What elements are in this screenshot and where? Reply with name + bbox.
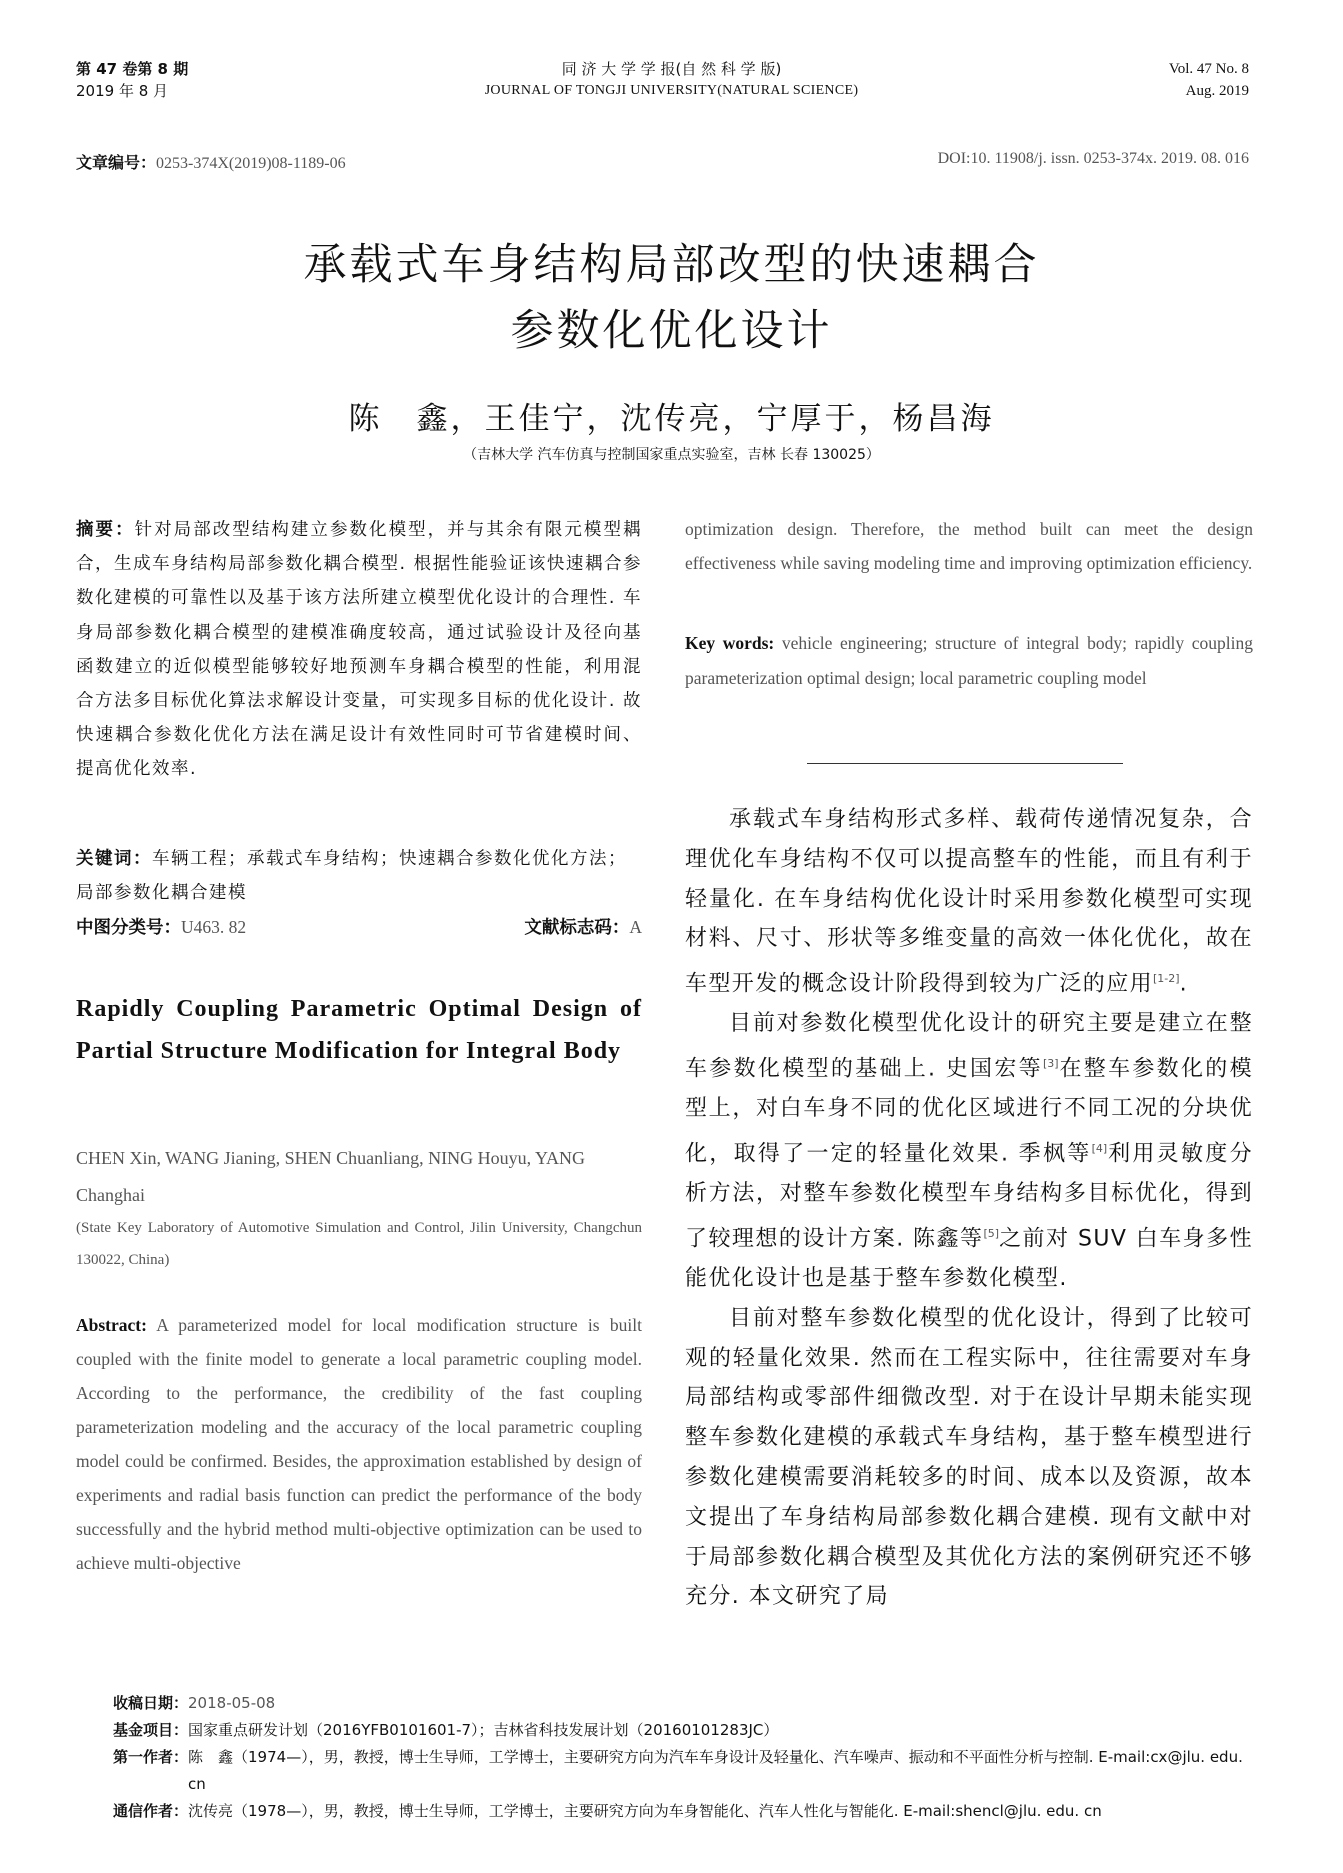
authors-en: CHEN Xin, WANG Jianing, SHEN Chuanliang, NING Houyu, YANG Changhai (76, 1148, 585, 1205)
body-text (685, 800, 1253, 1617)
abstract-en-continued: optimization design. Therefore, the method built can meet the design effectiveness while saving modeling time and improving optimization efficiency. (685, 519, 1253, 573)
running-header-center (340, 58, 1003, 102)
keywords-en (685, 626, 1253, 696)
document-code-label: 文献标志码： (524, 918, 630, 938)
received-date: 2018-05-08 (188, 1694, 276, 1712)
fund-text: 国家重点研发计划（2016YFB0101601-7）；吉林省科技发展计划（20160101283JC） (188, 1721, 779, 1739)
body-p2-text-b: 在整车参数化的模型上，对白车身不同的优化区域进行不同工况的分块优化，取得了一定的轻量化效果. 季枫等 (685, 1056, 1254, 1167)
body-paragraph-3: 目前对整车参数化模型的优化设计，得到了比较可观的轻量化效果. 然而在工程实际中，往往需要对车身局部结构或零部件细微改型. 对于在设计早期未能实现整车参数化建模的承载式车身结构，基于整车模型进行参数化建模需要消耗较多的时间、成本以及资源，故本文提出了车身结构局部参数化耦合建模. 现有文献中对于局部参数化耦合模型及其优化方法的案例研究还不够充分. 本文研究了局 (685, 1305, 1253, 1610)
article-number-value: 0253-374X(2019)08-1189-06 (156, 155, 346, 172)
corresponding-label: 通信作者： (113, 1802, 189, 1820)
volume-cn: 第 47 卷第 8 期 (76, 60, 189, 78)
body-p1-end: . (1179, 971, 1188, 997)
journal-name-cn: 同 济 大 学 学 报(自 然 科 学 版) (561, 60, 782, 78)
date-cn: 2019 年 8 月 (76, 82, 169, 100)
date-en: Aug. 2019 (1185, 83, 1249, 99)
abstract-en-label: Abstract: (76, 1315, 147, 1335)
fund-label: 基金项目： (113, 1721, 189, 1739)
paper-title-line1: 承载式车身结构局部改型的快速耦合 (303, 240, 1040, 290)
corresponding-text: 沈传亮（1978—），男，教授，博士生导师，工学博士，主要研究方向为车身智能化、汽车人性化与智能化. E-mail:shencl@jlu. edu. cn (188, 1802, 1102, 1820)
title-en: Rapidly Coupling Parametric Optimal Design of Partial Structure Modification for Integral Body (76, 996, 642, 1064)
doi: DOI:10. 11908/j. issn. 0253-374x. 2019. 08. 016 (937, 150, 1249, 167)
keywords-cn-text: 车辆工程；承载式车身结构；快速耦合参数化优化方法；局部参数化耦合建模 (76, 849, 627, 903)
abstract-cn-text: 针对局部改型结构建立参数化模型，并与其余有限元模型耦合，生成车身结构局部参数化耦合模型. 根据性能验证该快速耦合参数化建模的可靠性以及基于该方法所建立模型优化设计的合理性. 车身局部参数化耦合模型的建模准确度较高，通过试验设计及径向基函数建立的近似模型能够较好地预测车身耦合模型的性能，利用混合方法多目标优化算法求解设计变量，可实现多目标的优化设计. 故快速耦合参数化优化方法在满足设计有效性同时可节省建模时间、提高优化效率. (76, 520, 643, 780)
footnotes (113, 1690, 1263, 1825)
document-code (524, 914, 642, 939)
article-number (76, 150, 346, 173)
citation-ref[interactable]: [4] (1091, 1142, 1108, 1156)
first-author-label: 第一作者： (113, 1748, 189, 1766)
footnote-corresponding (113, 1798, 1263, 1825)
clc-value: U463. 82 (181, 917, 247, 937)
keywords-en-label: Key words: (685, 633, 775, 653)
body-p2-text-c: 利用灵敏度分析方法，对整车参数化模型车身结构多目标优化，得到了较理想的设计方案. 陈鑫等 (685, 1141, 1254, 1252)
running-header-right (1169, 58, 1249, 102)
keywords-en-text: vehicle engineering; structure of integral body; rapidly coupling parameterization optimal design; local parametric coupling model (685, 633, 1254, 688)
journal-name-en: JOURNAL OF TONGJI UNIVERSITY(NATURAL SCIENCE) (484, 83, 859, 98)
body-paragraph-1 (685, 800, 1253, 1004)
abstract-cn (76, 513, 642, 787)
volume-en: Vol. 47 No. 8 (1168, 61, 1249, 77)
citation-ref[interactable]: [3] (1042, 1057, 1059, 1071)
received-label: 收稿日期： (113, 1694, 189, 1712)
body-p2-text-d: 之前对 SUV 白车身多性能优化设计也是基于整车参数化模型. (685, 1226, 1253, 1292)
affiliation: （吉林大学 汽车仿真与控制国家重点实验室，吉林 长春 130025） (463, 447, 880, 463)
abstract-cn-label: 摘要： (76, 520, 135, 540)
body-paragraph-2 (685, 1004, 1253, 1299)
article-number-label: 文章编号： (76, 153, 157, 172)
section-divider (807, 763, 1123, 764)
citation-ref[interactable]: [5] (983, 1226, 1000, 1240)
citation-ref[interactable]: [1-2] (1153, 972, 1180, 986)
abstract-en-text: A parameterized model for local modification structure is built coupled with the finite model to generate a local parametric coupling model. According to the performance, the credibility of the fast coupling parameterization modeling and the accuracy of the local parametric coupling model could be confirmed. Besides, the approximation established by design of experiments and radial basis function can predict the performance of the body successfully and the hybrid method multi-objective optimization can be used to achieve multi-objective (76, 1315, 642, 1573)
classification-line (76, 914, 642, 939)
running-header-left (76, 58, 188, 102)
keywords-cn (76, 842, 642, 910)
paper-title-line2: 参数化优化设计 (510, 306, 833, 356)
body-p2-text-a: 目前对参数化模型优化设计的研究主要是建立在整车参数化模型的基础上. 史国宏等 (685, 1011, 1253, 1082)
footnote-received (113, 1690, 1263, 1717)
document-code-value: A (629, 917, 642, 937)
first-author-text: 陈 鑫（1974—），男，教授，博士生导师，工学博士，主要研究方向为汽车车身设计及轻量化、汽车噪声、振动和不平面性分析与控制. E-mail:cx@jlu. edu. cn (188, 1748, 1243, 1793)
paper-title (0, 232, 1343, 364)
author-list: 陈 鑫，王佳宁，沈传亮，宁厚于，杨昌海 (348, 401, 995, 437)
affiliation-en: (State Key Laboratory of Automotive Simulation and Control, Jilin University, Changchun 130022, China) (76, 1220, 642, 1268)
clc-label: 中图分类号： (76, 918, 181, 938)
keywords-cn-label: 关键词： (76, 849, 152, 869)
abstract-en (76, 1308, 642, 1580)
body-p1-text: 承载式车身结构形式多样、载荷传递情况复杂，合理优化车身结构不仅可以提高整车的性能，而且有利于轻量化. 在车身结构优化设计时采用参数化模型可实现材料、尺寸、形状等多维变量的高效一体化优化，故在车型开发的概念设计阶段得到较为广泛的应用 (685, 807, 1253, 997)
footnote-first-author (113, 1744, 1263, 1798)
footnote-fund (113, 1717, 1263, 1744)
